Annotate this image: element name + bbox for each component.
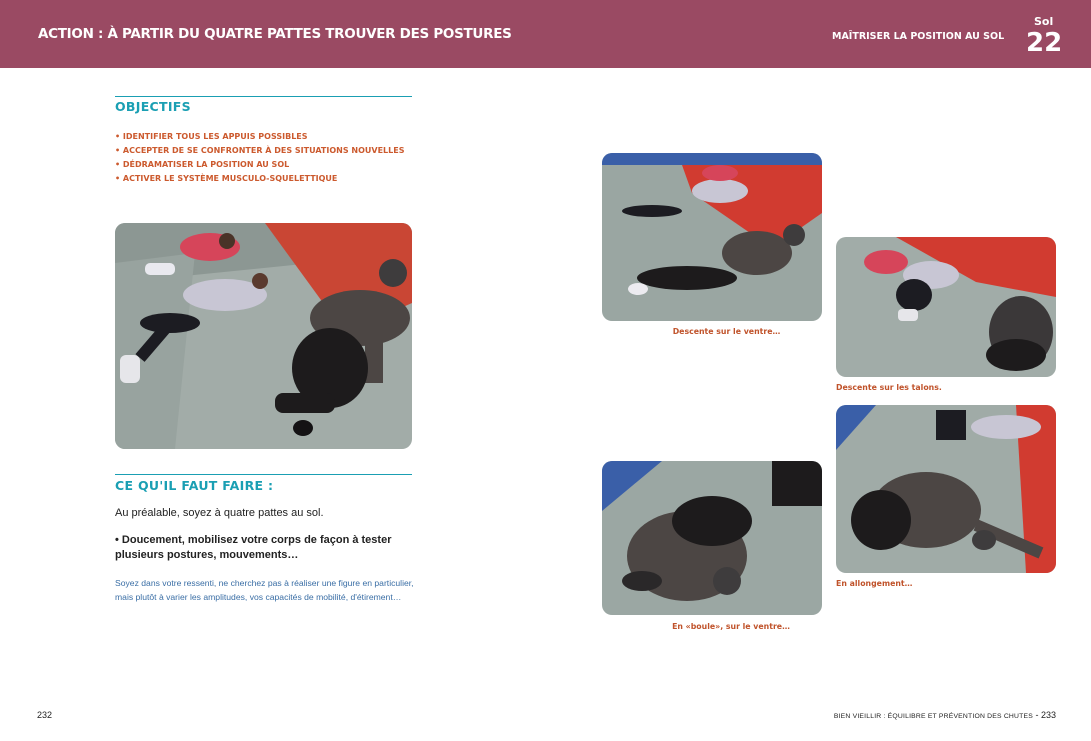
photo-allongement <box>836 405 1056 573</box>
photo-boule <box>602 461 822 615</box>
faire-intro: Au préalable, soyez à quatre pattes au sol. <box>115 507 324 519</box>
faire-rule <box>115 474 412 475</box>
caption-boule: En «boule», sur le ventre… <box>672 622 790 631</box>
page-number-right: 233 <box>1040 710 1056 720</box>
objectifs-heading: OBJECTIFS <box>115 99 191 114</box>
header-band <box>0 0 1091 68</box>
faire-note: Soyez dans votre ressenti, ne cherchez pas à réaliser une figure en particulier, mais plutôt à varier les amplitudes, vos capacités de mobilité, d'étirement… <box>115 578 414 602</box>
objectif-item: • DÉDRAMATISER LA POSITION AU SOL <box>115 160 290 169</box>
objectif-item: • IDENTIFIER TOUS LES APPUIS POSSIBLES <box>115 132 308 141</box>
caption-allongement: En allongement… <box>836 579 913 588</box>
book-title: BIEN VIEILLIR : ÉQUILIBRE ET PRÉVENTION DES CHUTES <box>833 713 1033 720</box>
sol-label: Sol <box>1034 15 1054 28</box>
objectifs-rule <box>115 96 412 97</box>
sol-number: 22 <box>1026 28 1063 58</box>
footer-separator: - <box>1032 710 1041 720</box>
page-number-left: 232 <box>37 710 53 720</box>
caption-ventre: Descente sur le ventre… <box>672 327 781 336</box>
objectif-item: • ACCEPTER DE SE CONFRONTER À DES SITUATIONS NOUVELLES <box>115 146 405 155</box>
section-title: MAÎTRISER LA POSITION AU SOL <box>832 31 1005 42</box>
photo-descente-talons <box>836 237 1056 377</box>
photo-quatre-pattes <box>115 223 412 449</box>
caption-talons: Descente sur les talons. <box>836 383 942 392</box>
footer-right <box>834 710 1056 720</box>
page-title: ACTION : À PARTIR DU QUATRE PATTES TROUVER DES POSTURES <box>38 26 512 42</box>
photo-descente-ventre <box>602 153 822 321</box>
faire-heading: CE QU'IL FAUT FAIRE : <box>115 478 274 493</box>
faire-bullet: • Doucement, mobilisez votre corps de façon à tester plusieurs postures, mouvements… <box>115 534 392 561</box>
objectif-item: • ACTIVER LE SYSTÈME MUSCULO-SQUELETTIQUE <box>115 174 338 183</box>
objectifs-list <box>115 130 404 186</box>
